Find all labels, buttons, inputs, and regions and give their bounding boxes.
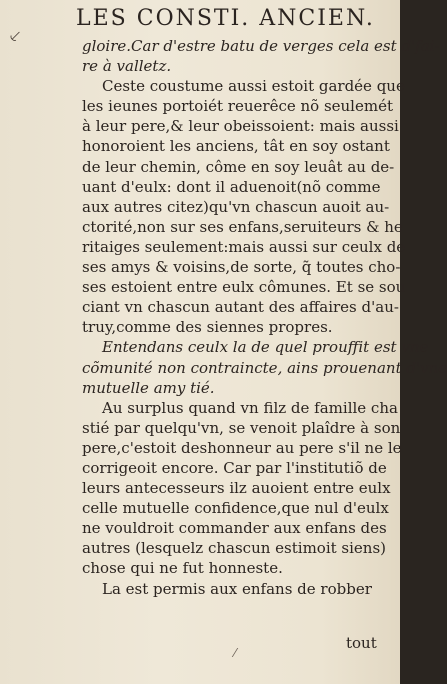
running-head: LES CONSTI. ANCIEN. bbox=[76, 6, 375, 31]
text-line: corrigeoit encore. Car par l'institutiõ de bbox=[82, 458, 387, 477]
text-line: pere,c'estoit deshonneur au pere s'il ne le bbox=[82, 438, 402, 457]
text-line: Entendans ceulx la de quel prouffit est vne bbox=[102, 338, 429, 357]
text-line: ses amys & voisins,de sorte, q̃ toutes cho- bbox=[82, 258, 401, 277]
text-line: uant d'eulx: dont il aduenoit(nõ comme bbox=[82, 177, 381, 196]
text-line: ne vouldroit commander aux enfans des bbox=[82, 519, 387, 538]
text-line: chose qui ne fut honneste. bbox=[82, 559, 283, 578]
text-line: gloire.Car d'estre batu de verges cela est d'fai- bbox=[82, 37, 440, 55]
text-line: ctorité,non sur ses enfans,seruiteurs & he bbox=[82, 217, 403, 236]
text-line: Au surplus quand vn filz de famille cha bbox=[102, 398, 398, 417]
text-line: aux autres citez)qu'vn chascun auoit au- bbox=[82, 197, 390, 216]
corner-mark: ⸔ bbox=[8, 26, 22, 47]
text-line: ritaiges seulement:mais aussi sur ceulx de bbox=[82, 237, 406, 256]
text-line: celle mutuelle confidence,que nul d'eulx bbox=[82, 499, 389, 518]
text-line: ses estoient entre eulx cômunes. Et se sou bbox=[82, 278, 406, 297]
text-line: La est permis aux enfans de robber bbox=[102, 579, 372, 598]
text-line: à leur pere,& leur obeissoient: mais aussi bbox=[82, 117, 399, 136]
text-line: ciant vn chascun autant des affaires d'au- bbox=[82, 298, 399, 317]
text-line: honoroient les anciens, tât en soy ostant bbox=[82, 137, 390, 156]
stray-mark: ⁄ bbox=[234, 646, 237, 660]
text-line: de leur chemin, côme en soy leuât au de- bbox=[82, 157, 395, 176]
body-text bbox=[82, 36, 447, 599]
text-line: truy,comme des siennes propres. bbox=[82, 318, 333, 337]
text-line: les ieunes portoiét reuerêce nõ seulemét bbox=[82, 97, 393, 116]
text-line: autres (lesquelz chascun estimoit siens) bbox=[82, 539, 386, 558]
text-line: re à valletz. bbox=[82, 57, 172, 76]
catchword: tout bbox=[346, 634, 377, 652]
text-line: leurs antecesseurs ilz auoient entre eulx bbox=[82, 479, 391, 498]
text-line: stié par quelqu'vn, se venoit plaîdre à son bbox=[82, 418, 401, 437]
text-line: cõmunité non contraincte, ains prouenant d'vne bbox=[82, 358, 447, 377]
text-line: mutuelle amy tié. bbox=[82, 378, 215, 397]
text-line: Ceste coustume aussi estoit gardée que bbox=[102, 77, 405, 96]
